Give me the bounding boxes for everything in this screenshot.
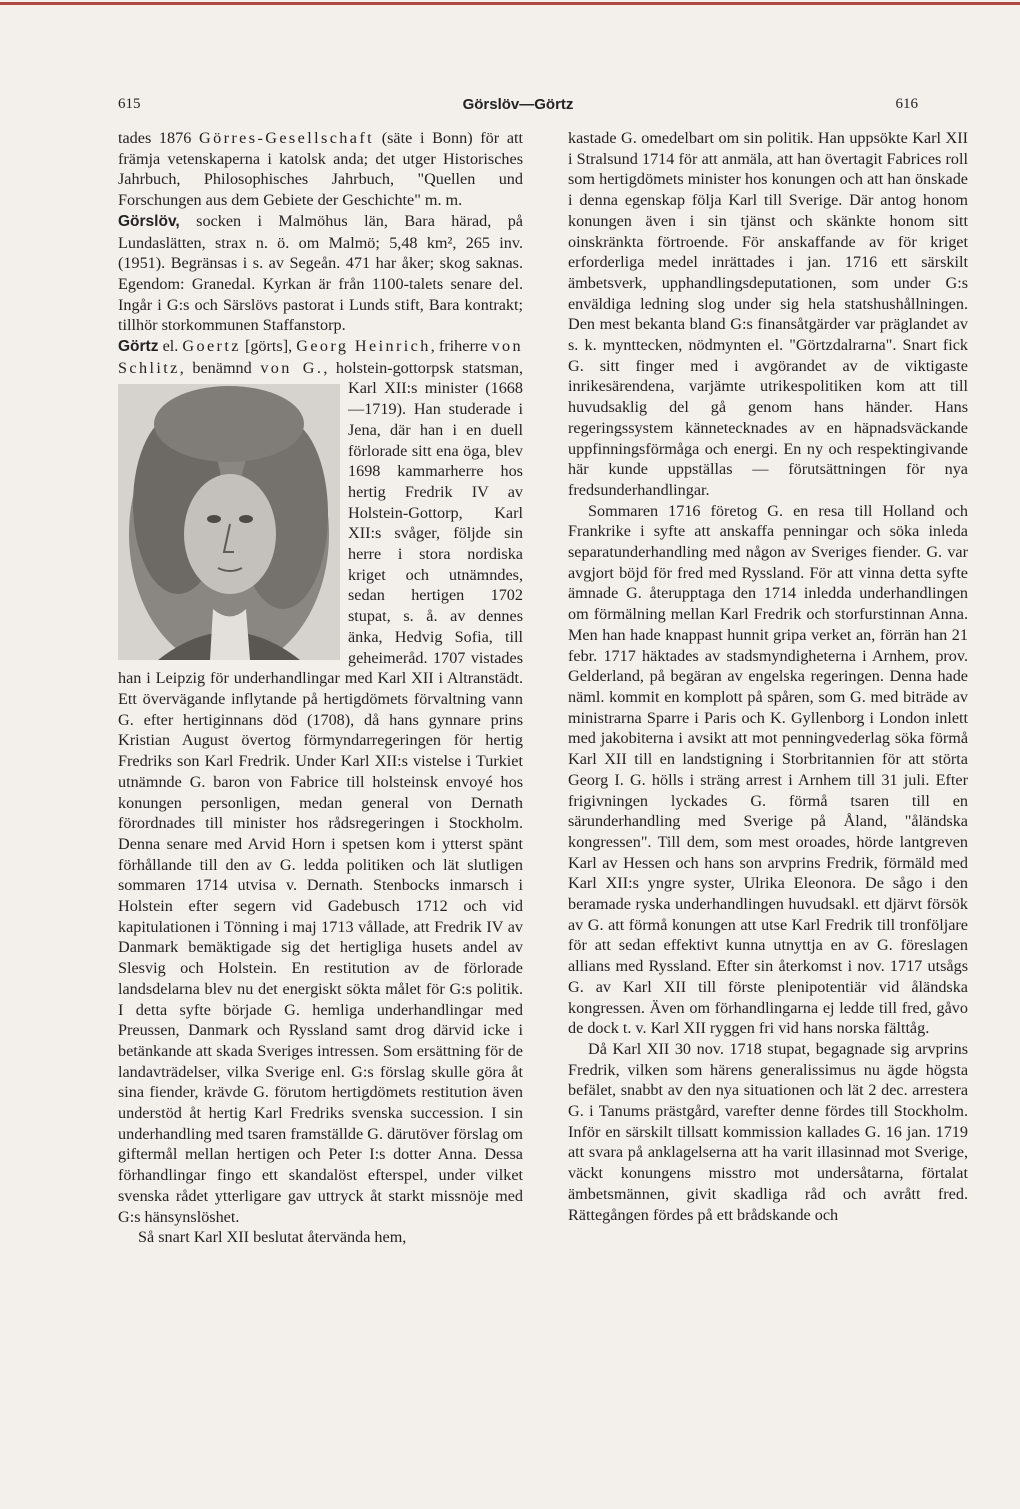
headword-gortz: Görtz xyxy=(118,338,159,356)
headword-gorslov: Görslöv, xyxy=(118,212,180,230)
paragraph-final-left: Så snart Karl XII beslutat återvända hem, xyxy=(138,1228,407,1247)
top-rule xyxy=(0,2,1020,5)
entry-gortz: Görtz el. Goertz [görts], Georg Heinrich, friherre von Schlitz, benämnd von G. , holstein-gottorpsk statsman, Karl XII:s minister (1668—1719). Han studerade i Jena, där han i en duell förlorade sitt ena öga, blev 1698 kammarherre hos hertig Fredrik IV av Holstein-Gottorp, Karl XII:s svåger, följde sin herre i stora nordiska kriget och utnämndes, sedan hertigen 1702 stupat, s. å. av dennes änka, Hedvig Sofia, till geheimeråd. 1707 vistades han i Leipzig för underhandlingar med Karl XII i Altranstädt. Ett övervägande inflytande på hertigdömets förvaltning vann G. efter hertiginnans död (1708), då hans gynnare prins Kristian August övertog förmyndarregeringen för hertig Fredriks son Karl Fredrik. Under Karl XII:s vistelse i Turkiet utnämnde G. baron von Fabrice till holsteinsk envoyé hos konungen personligen, medan general von Dernath förordnades till minister hos rådsregeringen i Stockholm. Denna senare med Arvid Horn i spetsen kom i ytterst spänt förhållande till den av G. ledda politiken och lät slutligen sommaren 1714 utvisa v. Dernath. Stenbocks inmarsch i Holstein efter segern vid Gadebusch 1712 och vid kapitulationen i Tönning i maj 1713 vållade, att Fredrik IV av Danmark bemäktigade sig det hertigliga husets andel av Slesvig och Holstein. En restitution av de förlorade landsdelarna blev nu det energiskt sökta målet för G:s politik. I detta syfte började G. hemliga underhandlingar med Preussen, Danmark och Ryssland samt drog därvid icke i betänkande att skada Sveriges intressen. Som ersättning för de landavträdelser, vilka Sverige enl. G:s förslag skulle göra åt sina fiender, krävde G. förutom hertigdömets restitution även understöd åt hertig Karl Fredriks svenska succession. I sin underhandling med tsaren framställde G. därutöver förslag om giftermål mellan hertigen och Peter I:s dotter Anna. Dessa förhandlingar fingo ett skandalöst efterspel, under vilket svenska rådet ytterligare gav uttryck åt starkt missnöje med G:s hänsynslöshet. xyxy=(118,337,523,1226)
entry-gorslov: Görslöv, socken i Malmöhus län, Bara härad, på Lundaslätten, strax n. ö. om Malmö; 5,48 km², 265 inv. (1951). Begränsas i s. av Segeån. 471 har åker; skog saknas. Egendom: Granedal. Kyrkan är från 1100-talets senare del. Ingår i G:s och Särslövs pastorat i Lunds stift, Bara kontrakt; tillhör storkommunen Staffanstorp. xyxy=(118,211,523,335)
right-column xyxy=(568,128,968,1403)
portrait-image xyxy=(118,384,340,660)
paragraph-right-1: kastade G. omedelbart om sin politik. Han uppsökte Karl XII i Stralsund 1714 för att anmäla, att han övertagit Fabrices roll som hertigdömets minister hos konungen och att han önskade i denna egenskap följa Karl till Sverige. Där antog honom konungen även i sin tjänst och skänkte honom sitt oinskränkta förtroende. För anskaffande av för kriget erforderliga medel inrättades i jan. 1716 ett särskilt ämbetsverk, upphandlingsdeputationen, som under G:s enväldiga ledning slog under sig hela statshushållningen. Den mest bekanta bland G:s finansåtgärder var präglandet av s. k. mynttecken, nödmynten el. "Görtzdalrarna". Snart fick G. sitt finger med i avgörandet av de viktigaste inrikesärendena, varjämte utrikespolitiken kom att till huvudsaklig del gå genom hans händer. Hans regeringssystem kännetecknades av en häpnadsväckande uppfinningsförmåga och energi. En ny och respektingivande här kunde uppställas — förutsättningen för nya fredsunderhandlingar. xyxy=(568,129,968,499)
page-number-left: 615 xyxy=(118,96,141,112)
engraved-portrait-icon xyxy=(118,384,340,660)
running-title: Görslöv—Görtz xyxy=(462,96,574,113)
page-number-right: 616 xyxy=(895,96,918,112)
paragraph-continuation: tades 1876 Görres-Gesellschaft (säte i Bonn) för att främja vetenskaperna i katolsk anda; det utger Historisches Jahrbuch, Philosophisches Jahrbuch, "Quellen und Forschungen aus dem Gebiete der Geschichte" m. m. xyxy=(118,129,523,210)
paragraph-right-2: Sommaren 1716 företog G. en resa till Holland och Frankrike i syfte att anskaffa penningar och söka inleda separatunderhandling med någon av Sveriges fiender. G. var avgjort böjd för fred med Ryssland. För att vinna detta syfte ämnade G. återupptaga den 1714 inledda underhandlingen om förmälning mellan Karl Fredrik och storfurstinnan Anna. Men han hade knappast hunnit gripa verket an, förrän han 21 febr. 1717 häktades av stadsmyndigheterna i Arnhem, prov. Gelderland, på begäran av engelska regeringen. Denna hade näml. kommit en komplott på spåren, som G. med biträde av ministrarna Sparre i Paris och K. Gyllenborg i London inlett med jakobiterna i avsikt att mot penningvederlag söka förmå Karl XII till en landstigning i Storbritannien för att störta Georg I. G. hölls i sträng arrest i Arnhem till 31 juli. Efter frigivningen lyckades G. förmå tsaren till en särunderhandling med Sverige på Åland, "åländska kongressen". Till dem, som mest oroades, hörde lantgreven Karl av Hessen och hans son arvprins Fredrik, förmäld med Karl XII:s yngre syster, Ulrika Eleonora. De sågo i den beramade ryska underhandlingen huvudsakl. ett djärvt försök av G. att förmå konungen att utse Karl Fredrik till tronföljare för att sedan effektivt kunna utnyttja en av G. föreslagen allians med Ryssland. Efter sin återkomst i nov. 1717 utsågs G. av Karl XII till förste plenipotentiär vid åländska kongressen. Även om förhandlingarna ej ledde till fred, gåvo de dock t. v. Karl XII ryggen fri vid hans norska fälttåg. xyxy=(568,501,968,1038)
paragraph-right-3: Då Karl XII 30 nov. 1718 stupat, begagnade sig arvprins Fredrik, vilken som härens generalissimus nu ägde högsta befälet, snabbt av den nya situationen och lät 2 dec. arrestera G. i Tanums prästgård, varefter denne fördes till Stockholm. Inför en särskilt tillsatt kommission kallades G. 16 jan. 1719 att svara på anklagelserna att ha varit illasinnad mot Sverige, väckt konungens misstro mot undersåtarna, förtalat ämbetsmännen, givit skadliga råd och avrått fred. Rättegången fördes på ett brådskande och xyxy=(568,1039,968,1224)
left-column xyxy=(118,128,523,1403)
running-header xyxy=(118,96,918,120)
